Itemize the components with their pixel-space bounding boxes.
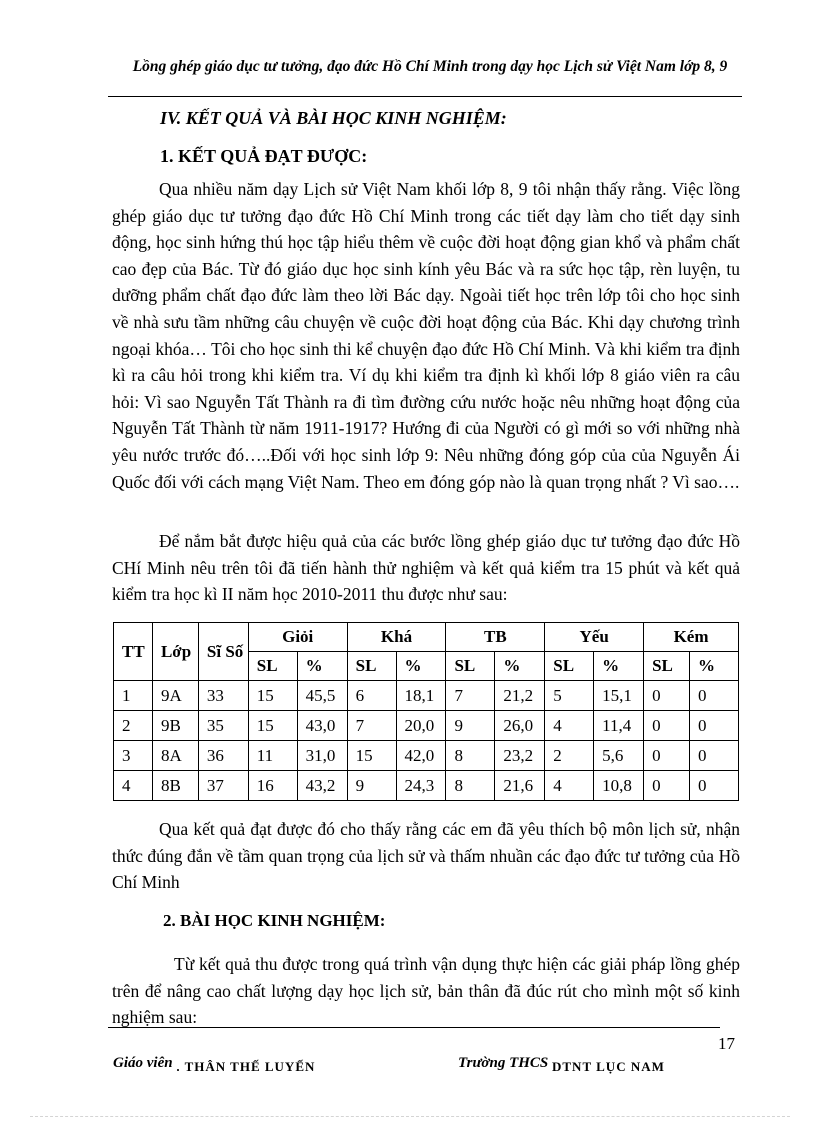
table-cell: 15 <box>347 741 396 771</box>
table-cell: 1 <box>114 681 153 711</box>
section-heading: IV. KẾT QUẢ VÀ BÀI HỌC KINH NGHIỆM: <box>160 108 507 128</box>
table-cell: 2 <box>114 711 153 741</box>
subheader-sl: SL <box>545 652 594 681</box>
subheader-pct: % <box>297 652 347 681</box>
table-row <box>114 741 739 771</box>
table-row <box>114 711 739 741</box>
header-gioi: Giỏi <box>248 623 347 652</box>
table-cell: 4 <box>114 771 153 801</box>
paragraph-lessons: Từ kết quả thu được trong quá trình vận dụng thực hiện các giải pháp lồng ghép trên để nâng cao chất lượng dạy học lịch sử, bản thân đã đúc rút cho mình một số kinh nghiệm sau: <box>112 954 740 1028</box>
table-cell: 37 <box>198 771 248 801</box>
table-cell: 8B <box>152 771 198 801</box>
table-cell: 10,8 <box>594 771 644 801</box>
teacher-name: . THÂN THẾ LUYẾN <box>176 1059 316 1074</box>
table-cell: 5,6 <box>594 741 644 771</box>
footer-divider <box>108 1027 720 1028</box>
table-cell: 7 <box>446 681 495 711</box>
subheader-sl: SL <box>248 652 297 681</box>
table-row <box>114 771 739 801</box>
lessons-heading: 2. BÀI HỌC KINH NGHIỆM: <box>163 911 386 930</box>
header-kha: Khá <box>347 623 446 652</box>
subheader-sl: SL <box>644 652 690 681</box>
paragraph-conclusion: Qua kết quả đạt được đó cho thấy rằng các em đã yêu thích bộ môn lịch sử, nhận thức đúng đắn về tầm quan trọng của lịch sử và thấm nhuần các đạo đức tư tưởng của Hồ Chí Minh <box>112 819 740 893</box>
table-cell: 15 <box>248 681 297 711</box>
header-yeu: Yếu <box>545 623 644 652</box>
table-cell: 4 <box>545 711 594 741</box>
subheader-pct: % <box>690 652 739 681</box>
table-cell: 21,2 <box>495 681 545 711</box>
table-cell: 5 <box>545 681 594 711</box>
header-kem: Kém <box>644 623 739 652</box>
table-cell: 23,2 <box>495 741 545 771</box>
header-tt: TT <box>114 623 153 681</box>
table-cell: 6 <box>347 681 396 711</box>
table-cell: 15 <box>248 711 297 741</box>
school-name: DTNT LỤC NAM <box>552 1059 665 1074</box>
table-cell: 8 <box>446 741 495 771</box>
table-cell: 0 <box>644 681 690 711</box>
table-cell: 3 <box>114 741 153 771</box>
table-cell: 15,1 <box>594 681 644 711</box>
table-cell: 24,3 <box>396 771 446 801</box>
table-cell: 42,0 <box>396 741 446 771</box>
table-cell: 9 <box>446 711 495 741</box>
table-cell: 0 <box>644 711 690 741</box>
paragraph-experiment: Để nắm bắt được hiệu quả của các bước lồng ghép giáo dục tư tưởng đạo đức Hồ CHí Minh nêu trên tôi đã tiến hành thử nghiệm và kết quả kiểm tra 15 phút và kết quả kiểm tra học kì II năm học 2010-2011 thu được như sau: <box>112 531 740 605</box>
subheader-sl: SL <box>446 652 495 681</box>
table-cell: 33 <box>198 681 248 711</box>
table-cell: 8A <box>152 741 198 771</box>
table-cell: 9B <box>152 711 198 741</box>
table-cell: 7 <box>347 711 396 741</box>
table-cell: 8 <box>446 771 495 801</box>
table-cell: 31,0 <box>297 741 347 771</box>
table-cell: 0 <box>644 771 690 801</box>
teacher-label: Giáo viên <box>113 1055 173 1071</box>
header-divider <box>108 96 742 97</box>
header-total: Sĩ Số <box>198 623 248 681</box>
table-cell: 43,2 <box>297 771 347 801</box>
results-heading: 1. KẾT QUẢ ĐẠT ĐƯỢC: <box>160 146 368 166</box>
paragraph-intro: Qua nhiều năm dạy Lịch sử Việt Nam khối lớp 8, 9 tôi nhận thấy rằng. Việc lồng ghép giáo dục tư tưởng đạo đức Hồ Chí Minh trong các tiết dạy làm cho tiết dạy sinh động, học sinh hứng thú học tập hiểu thêm về cuộc đời hoạt động gian khổ và phẩm chất cao đẹp của Bác. Từ đó giáo dục học sinh kính yêu Bác và ra sức học tập, rèn luyện, tu dưỡng phẩm chất đạo đức làm theo lời Bác dạy. Ngoài tiết học trên lớp tôi cho học sinh về nhà sưu tầm những câu chuyện về cuộc đời hoạt động của Bác. Khi dạy chương trình ngoại khóa… Tôi cho học sinh thi kể chuyện đạo đức Hồ Chí Minh. Và khi kiểm tra định kì ra câu hỏi trong khi kiểm tra. Ví dụ khi kiểm tra định kì khối lớp 8 giáo viên ra câu hỏi: Vì sao Nguyễn Tất Thành ra đi tìm đường cứu nước hoặc nêu những hoạt động của Nguyễn Tất Thành từ năm 1911-1917? Hướng đi của Người có gì mới so với những nhà yêu nước trước đó…..Đối với học sinh lớp 9: Nêu những đóng góp của của Nguyễn Ái Quốc đối với cách mạng Việt Nam. Theo em đóng góp nào là quan trọng nhất ? Vì sao…. <box>112 179 740 492</box>
table-cell: 36 <box>198 741 248 771</box>
header-class: Lớp <box>152 623 198 681</box>
page-header-title: Lồng ghép giáo dục tư tưởng, đạo đức Hồ Chí Minh trong dạy học Lịch sử Việt Nam lớp 8, 9 <box>132 58 728 75</box>
table-cell: 0 <box>690 741 739 771</box>
page-bottom-edge <box>30 1116 790 1117</box>
subheader-pct: % <box>495 652 545 681</box>
footer-school <box>458 1055 665 1072</box>
table-cell: 21,6 <box>495 771 545 801</box>
table-cell: 45,5 <box>297 681 347 711</box>
table-row <box>114 681 739 711</box>
table-cell: 2 <box>545 741 594 771</box>
table-cell: 18,1 <box>396 681 446 711</box>
subheader-pct: % <box>396 652 446 681</box>
table-cell: 20,0 <box>396 711 446 741</box>
table-cell: 0 <box>690 681 739 711</box>
table-cell: 11 <box>248 741 297 771</box>
table-cell: 35 <box>198 711 248 741</box>
table-cell: 0 <box>690 771 739 801</box>
footer-teacher <box>113 1055 315 1072</box>
table-cell: 16 <box>248 771 297 801</box>
subheader-sl: SL <box>347 652 396 681</box>
results-table <box>113 622 739 801</box>
table-cell: 0 <box>644 741 690 771</box>
subheader-pct: % <box>594 652 644 681</box>
results-table-body <box>114 681 739 801</box>
table-cell: 9A <box>152 681 198 711</box>
table-cell: 26,0 <box>495 711 545 741</box>
table-cell: 4 <box>545 771 594 801</box>
table-cell: 43,0 <box>297 711 347 741</box>
table-cell: 11,4 <box>594 711 644 741</box>
header-tb: TB <box>446 623 545 652</box>
school-label: Trường THCS <box>458 1055 549 1071</box>
page-number: 17 <box>718 1034 735 1053</box>
table-cell: 0 <box>690 711 739 741</box>
table-cell: 9 <box>347 771 396 801</box>
